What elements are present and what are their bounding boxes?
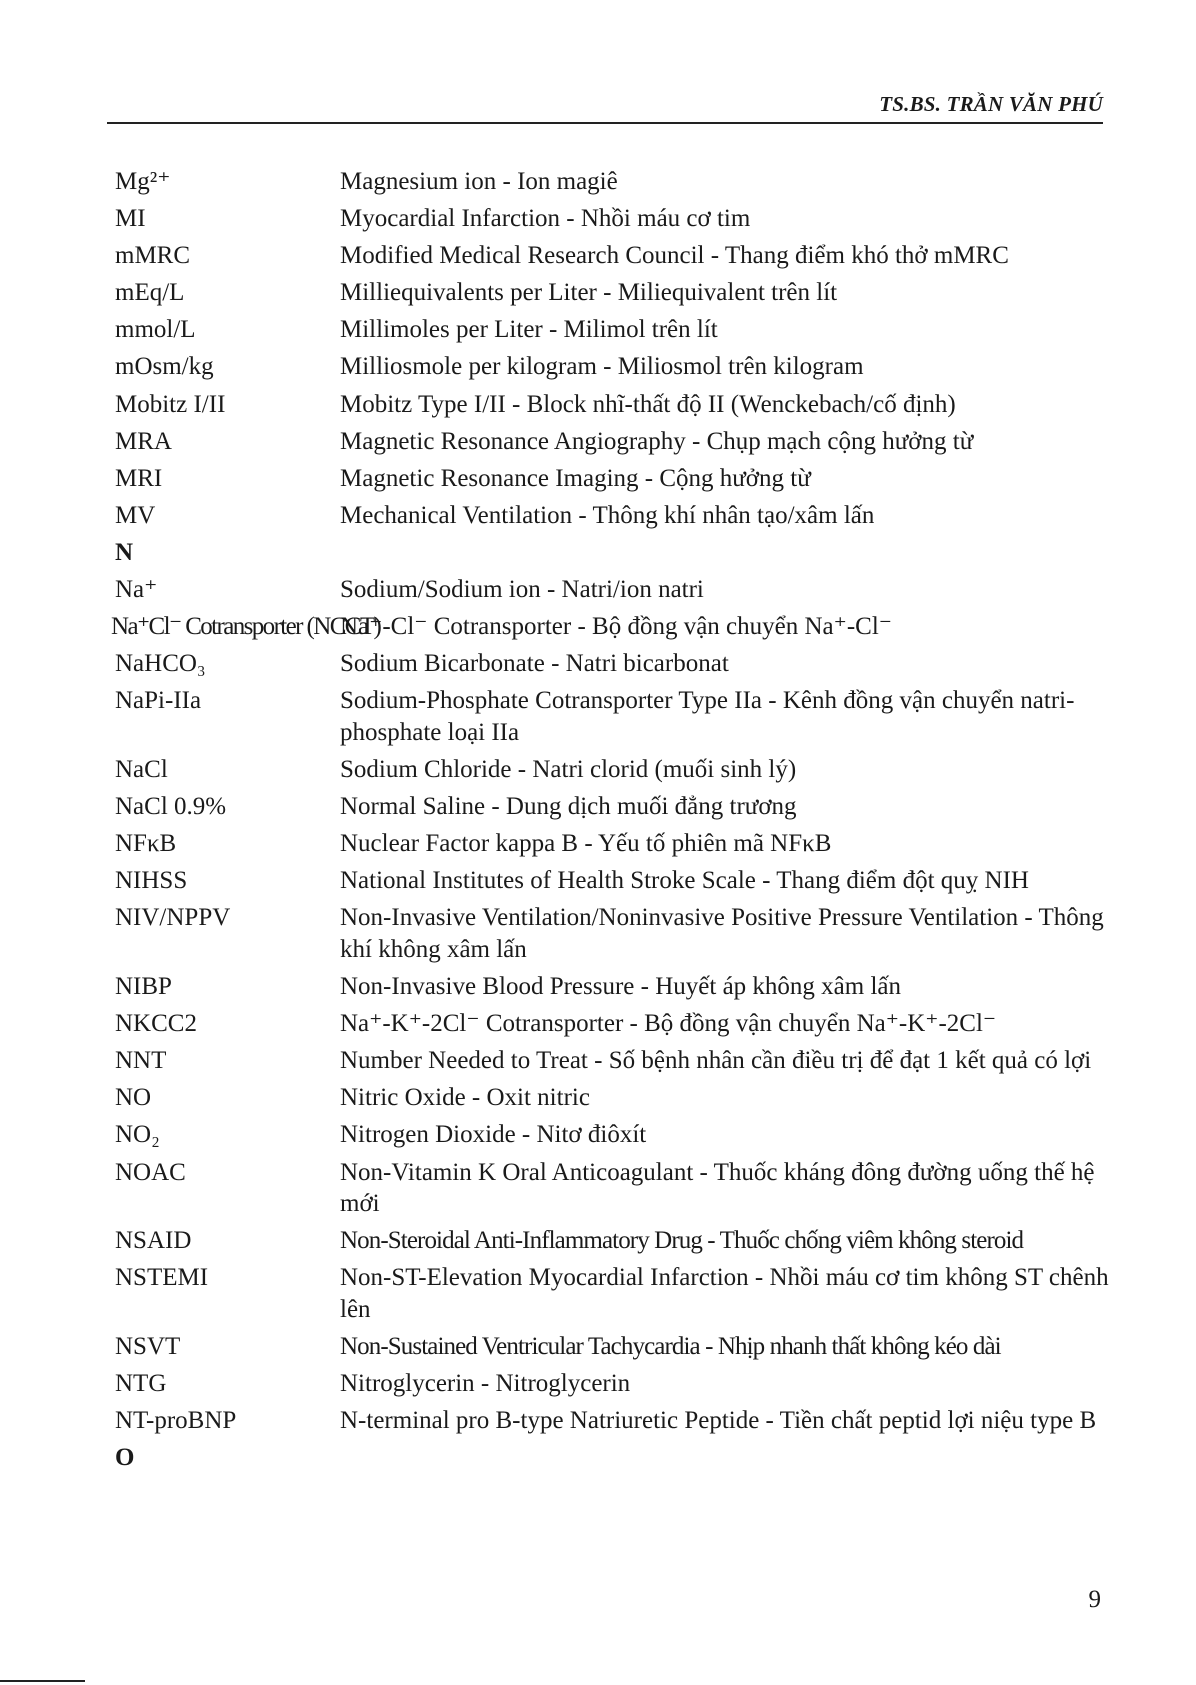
abbreviation: mMRC: [115, 242, 191, 270]
author-name: TS.BS. TRẦN VĂN PHÚ: [879, 92, 1103, 116]
definition: National Institutes of Health Stroke Scale - Thang điểm đột quỵ NIH: [340, 867, 1029, 895]
definition: Non-Invasive Blood Pressure - Huyết áp không xâm lấn: [340, 973, 901, 1001]
abbreviation: NaCl 0.9%: [115, 793, 227, 821]
definition: Magnesium ion - Ion magiê: [340, 168, 618, 195]
entry-row: [115, 426, 1110, 458]
entry-row: [115, 865, 1110, 897]
entry-row: [115, 574, 1110, 606]
definition: [340, 537, 1110, 569]
entry-row: [115, 314, 1110, 346]
definition: Modified Medical Research Council - Thang điểm khó thở mMRC: [340, 242, 1009, 270]
section-letter-heading: O: [115, 1444, 135, 1472]
definition: [340, 1442, 1110, 1474]
definition: Sodium Chloride - Natri clorid (muối sinh lý): [340, 756, 797, 783]
definition: Number Needed to Treat - Số bệnh nhân cần điều trị để đạt 1 kết quả có lợi: [340, 1047, 1092, 1075]
definition: Nuclear Factor kappa B - Yếu tố phiên mã NFκB: [340, 830, 832, 858]
definition: Sodium/Sodium ion - Natri/ion natri: [340, 576, 704, 604]
definition: Normal Saline - Dung dịch muối đẳng trương: [340, 793, 797, 821]
definition: Milliequivalents per Liter - Miliequivalent trên lít: [340, 279, 838, 307]
abbreviation: NIV/NPPV: [115, 904, 231, 932]
abbreviation: NaPi-IIa: [115, 687, 202, 715]
abbreviation: NSVT: [115, 1333, 181, 1360]
entry-row: [115, 1082, 1110, 1114]
entry-row: [115, 1262, 1110, 1325]
abbreviation-list: [111, 166, 1110, 1479]
entry-row: [115, 351, 1110, 383]
abbreviation: NKCC2: [115, 1010, 197, 1038]
entry-row: [115, 1008, 1110, 1040]
definition: Millimoles per Liter - Milimol trên lít: [340, 316, 718, 344]
page-number: 9: [1088, 1586, 1101, 1613]
entry-row: [115, 1368, 1110, 1400]
definition: Na⁺-K⁺-2Cl⁻ Cotransporter - Bộ đồng vận chuyển Na⁺-K⁺-2Cl⁻: [340, 1010, 997, 1038]
abbreviation: Mobitz I/II: [115, 390, 226, 418]
entry-row: [115, 166, 1110, 198]
definition: Myocardial Infarction - Nhồi máu cơ tim: [340, 205, 751, 233]
definition: Sodium-Phosphate Cotransporter Type IIa - Kênh đồng vận chuyển natri-phosphate loại IIa: [340, 687, 1075, 746]
definition: Magnetic Resonance Imaging - Cộng hưởng từ: [340, 464, 811, 492]
entry-row: [115, 828, 1110, 860]
definition: Sodium Bicarbonate - Natri bicarbonat: [340, 650, 729, 678]
abbreviation: MRI: [115, 464, 163, 492]
abbreviation: NT-proBNP: [115, 1407, 237, 1435]
definition: Milliosmole per kilogram - Miliosmol trên kilogram: [340, 353, 864, 381]
entry-row: [115, 1045, 1110, 1077]
definition: Na⁺-Cl⁻ Cotransporter - Bộ đồng vận chuyển Na⁺-Cl⁻: [340, 613, 892, 641]
entry-row: [115, 1157, 1110, 1220]
entry-row: [115, 463, 1110, 495]
abbreviation: mmol/L: [115, 316, 196, 344]
entry-row: [111, 611, 1110, 643]
abbreviation: Na⁺: [115, 576, 158, 604]
abbreviation: NNT: [115, 1047, 167, 1075]
entry-row: [115, 1331, 1110, 1363]
entry-row: [115, 685, 1110, 748]
abbreviation: NO: [115, 1084, 152, 1112]
running-header: [107, 88, 1103, 124]
abbreviation: Mg²⁺: [115, 168, 171, 195]
abbreviation: NFκB: [115, 830, 177, 858]
footer-rule: [0, 1680, 85, 1682]
definition: Mechanical Ventilation - Thông khí nhân tạo/xâm lấn: [340, 501, 875, 529]
definition: Nitrogen Dioxide - Nitơ điôxít: [340, 1121, 647, 1149]
entry-row: [115, 971, 1110, 1003]
abbreviation: NaHCO₃: [115, 650, 206, 678]
entry-row: [115, 754, 1110, 786]
abbreviation: MI: [115, 205, 146, 233]
entry-row: [115, 203, 1110, 235]
abbreviation: Na⁺Cl⁻ Cotransporter (NCCT): [111, 613, 381, 641]
section-letter-heading: N: [115, 538, 134, 566]
definition: Magnetic Resonance Angiography - Chụp mạch cộng hưởng từ: [340, 427, 974, 455]
abbreviation: MV: [115, 501, 156, 529]
abbreviation: mOsm/kg: [115, 353, 214, 381]
abbreviation: NTG: [115, 1370, 167, 1398]
entry-row: [115, 902, 1110, 965]
definition: Non-Sustained Ventricular Tachycardia - Nhịp nhanh thất không kéo dài: [340, 1333, 1001, 1360]
definition: Mobitz Type I/II - Block nhĩ-thất độ II (Wenckebach/cố định): [340, 390, 956, 418]
abbreviation: NIBP: [115, 973, 172, 1001]
entry-row: [115, 277, 1110, 309]
abbreviation: NIHSS: [115, 867, 188, 895]
section-heading-row: [115, 537, 1110, 569]
abbreviation: MRA: [115, 427, 172, 455]
definition: Non-ST-Elevation Myocardial Infarction - Nhồi máu cơ tim không ST chênh lên: [340, 1264, 1109, 1323]
entry-row: [115, 648, 1110, 680]
abbreviation: NOAC: [115, 1158, 186, 1186]
abbreviation: NSTEMI: [115, 1264, 209, 1292]
abbreviation: mEq/L: [115, 279, 185, 307]
definition: Nitroglycerin - Nitroglycerin: [340, 1370, 631, 1398]
entry-row: [115, 1119, 1110, 1151]
definition: Non-Steroidal Anti-Inflammatory Drug - Thuốc chống viêm không steroid: [340, 1227, 1024, 1255]
definition: Nitric Oxide - Oxit nitric: [340, 1084, 590, 1112]
definition: Non-Invasive Ventilation/Noninvasive Positive Pressure Ventilation - Thông khí không xâm lấn: [340, 904, 1104, 963]
abbreviation: NSAID: [115, 1227, 192, 1255]
entry-row: [115, 240, 1110, 272]
abbreviation: NO₂: [115, 1121, 160, 1149]
entry-row: [115, 389, 1110, 421]
entry-row: [115, 1225, 1110, 1257]
abbreviation: NaCl: [115, 756, 168, 783]
section-heading-row: [115, 1442, 1110, 1474]
definition: N-terminal pro B-type Natriuretic Peptide - Tiền chất peptid lợi niệu type B: [340, 1407, 1097, 1435]
entry-row: [115, 500, 1110, 532]
definition: Non-Vitamin K Oral Anticoagulant - Thuốc kháng đông đường uống thế hệ mới: [340, 1158, 1095, 1218]
entry-row: [115, 1405, 1110, 1437]
entry-row: [115, 791, 1110, 823]
